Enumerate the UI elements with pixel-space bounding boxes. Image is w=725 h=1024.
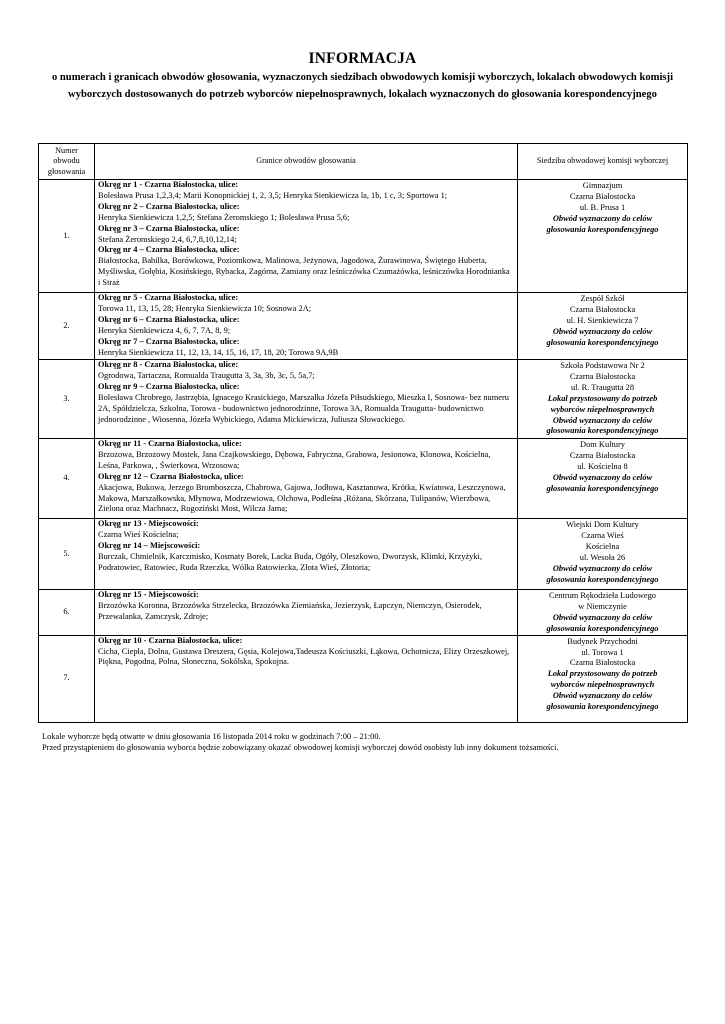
district-streets: Henryka Sienkiewicza 11, 12, 13, 14, 15, 16, 17, 18, 20; Torowa 9A,9B: [98, 347, 339, 357]
district-name: Okręg nr 13 - Miejscowości:: [98, 519, 199, 528]
seat-note: Lokal przystosowany do potrzeb: [547, 669, 658, 679]
seat-address-line: ul. R. Traugutta 28: [570, 382, 635, 392]
district-number: 6.: [39, 590, 95, 636]
seat-note: głosowania korespondencyjnego: [546, 483, 659, 493]
district-streets: Akacjowa, Bukowa, Jerzego Bromboszcza, Chabrowa, Gajowa, Jodłowa, Kasztanowa, Krótka, Kwiatowa, Leszczynowa, Makowa, Marszałkowska, Młynowa, Modrzewiowa, Olchowa, Podleśna ,Różana, Skórzana, Tulipanów, Wierzbowa, Zielona oraz Machnacz, Rogoziński Most, Wilcza Jama;: [98, 482, 506, 514]
district-boundaries: [95, 360, 518, 439]
seat-address-line: Budynek Przychodni: [567, 636, 638, 646]
page-title: INFORMACJA: [308, 50, 417, 67]
table-row: [39, 439, 688, 519]
district-name: Okręg nr 1 - Czarna Białostocka, ulice:: [98, 180, 239, 189]
header-boundaries: Granice obwodów głosowania: [95, 144, 518, 180]
seat-address-line: Gimnazjum: [582, 181, 623, 190]
district-name: Okręg nr 7 – Czarna Białostocka, ulice:: [98, 336, 240, 346]
seat-address-line: Czarna Białostocka: [569, 371, 636, 381]
seat-note: Obwód wyznaczony do celów: [552, 612, 653, 622]
seat-address-line: ul. B. Prusa 1: [579, 202, 626, 212]
district-name: Okręg nr 3 – Czarna Białostocka, ulice:: [98, 223, 240, 233]
seat-address-line: Szkoła Podstawowa Nr 2: [560, 361, 645, 370]
district-streets: Ogrodowa, Tartaczna, Romualda Traugutta 3, 3a, 3b, 3c, 5, 5a,7;: [98, 370, 315, 380]
district-name: Okręg nr 14 – Miejscowości:: [98, 540, 201, 550]
seat-address-line: Zespół Szkół: [580, 294, 625, 303]
district-number: 5.: [39, 519, 95, 590]
district-name: Okręg nr 10 - Czarna Białostocka, ulice:: [98, 635, 243, 645]
seat-address-line: w Niemczynie: [578, 601, 627, 611]
seat-note: wyborców niepełnosprawnych: [550, 404, 655, 414]
seat-address-line: Czarna Białostocka: [569, 450, 636, 460]
district-name: Okręg nr 8 - Czarna Białostocka, ulice:: [98, 360, 239, 369]
seat-address-line: Centrum Rękodzieła Ludowego: [549, 591, 656, 600]
district-boundaries: [95, 180, 518, 293]
district-streets: Bolesława Chrobrego, Jastrzębia, Ignacego Krasickiego, Marszałka Józefa Piłsudskiego, Mieszka I, Sosnowa- bez numeru 2A, Spółdzielcza, Szkolna, Torowa - budownictwo jednorodzinne, Torowa 3A, Romualda Traugutta- budownictwo jednorodzinne , Wiosenna, Józefa Wybickiego, Adama Mickiewicza, Juliusza Słowackiego.: [98, 392, 509, 424]
seat-address-line: ul. Kościelna 8: [577, 461, 628, 471]
seat-address-line: ul. Wesoła 26: [579, 552, 626, 562]
seat-note: głosowania korespondencyjnego: [546, 426, 659, 436]
district-name: Okręg nr 15 - Miejscowości:: [98, 590, 199, 599]
commission-seat: [518, 519, 688, 590]
seat-address-line: Czarna Białostocka: [569, 304, 636, 314]
seat-address-line: Wiejski Dom Kultury: [566, 520, 639, 529]
commission-seat: [518, 293, 688, 360]
seat-note: Obwód wyznaczony do celów: [552, 326, 653, 336]
district-streets: Bolesława Prusa 1,2,3,4; Marii Konopnickiej 1, 2, 3,5; Henryka Sienkiewicza la, 1b, 1 c, 3; Sportowa 1;: [98, 190, 448, 200]
seat-note: głosowania korespondencyjnego: [546, 623, 659, 633]
district-boundaries: [95, 635, 518, 722]
table-row: [39, 180, 688, 293]
district-number: 7.: [39, 635, 95, 722]
header-seat: Siedziba obwodowej komisji wyborczej: [518, 144, 688, 180]
district-name: Okręg nr 6 – Czarna Białostocka, ulice:: [98, 314, 240, 324]
district-number: 1.: [39, 180, 95, 293]
seat-note: Obwód wyznaczony do celów: [552, 563, 653, 573]
district-name: Okręg nr 12 – Czarna Białostocka, ulice:: [98, 471, 244, 481]
district-streets: Burczak, Chmielnik, Karczmisko, Kosmaty Borek, Lacka Buda, Ogóły, Oleszkowo, Dworzysk, Klimki, Krzyżyki, Podratowiec, Ratowiec, Ruda Rzeczka, Wólka Ratowiecka, Złota Wieś, Złotoria;: [98, 551, 482, 572]
seat-address-line: Kościelna: [585, 541, 620, 551]
seat-note: wyborców niepełnosprawnych: [550, 680, 655, 690]
table-row: [39, 519, 688, 590]
seat-note: głosowania korespondencyjnego: [546, 337, 659, 347]
table-row: [39, 293, 688, 360]
district-name: Okręg nr 5 - Czarna Białostocka, ulice:: [98, 293, 239, 302]
district-streets: Henryka Sienkiewicza 4, 6, 7, 7A, 8, 9;: [98, 325, 231, 335]
commission-seat: [518, 590, 688, 636]
table-body: [39, 180, 688, 723]
seat-address-line: Dom Kultury: [580, 440, 625, 449]
seat-note: Obwód wyznaczony do celów: [552, 213, 653, 223]
footer-line-id: Przed przystąpieniem do głosowania wyborca będzie zobowiązany okazać obwodowej komisji wyborczej dowód osobisty lub inny dokument tożsamości.: [42, 743, 559, 753]
seat-note: głosowania korespondencyjnego: [546, 574, 659, 584]
district-number: 2.: [39, 293, 95, 360]
commission-seat: [518, 360, 688, 439]
district-streets: Cicha, Ciepła, Dolna, Gustawa Dreszera, Gęsia, Kolejowa,Tadeusza Kościuszki, Łąkowa, Ochotnicza, Elizy Orzeszkowej, Piękna, Pogodna, Polna, Słoneczna, Sokólska, Spokojna.: [98, 646, 510, 667]
district-name: Okręg nr 4 – Czarna Białostocka, ulice:: [98, 245, 240, 255]
district-boundaries: [95, 519, 518, 590]
table-header-row: [39, 144, 688, 180]
district-streets: Henryka Sienkiewicza 1,2,5; Stefana Żeromskiego 1; Bolesława Prusa 5,6;: [98, 212, 350, 222]
table-row: [39, 360, 688, 439]
district-streets: Brzozówka Koronna, Brzozówka Strzelecka, Brzozówka Ziemiańska, Jezierzysk, Łapczyn, Niemczyn, Osierodek, Przewalanka, Zamczysk, Zdroje;: [98, 600, 482, 621]
page-subtitle: o numerach i granicach obwodów głosowania, wyznaczonych siedzibach obwodowych komisji wyborczych, lokalach obwodowych komisji wyborczych dostosowanych do potrzeb wyborców niepełnosprawnych, lokalach wyznaczonych do głosowania korespondencyjnego: [51, 72, 674, 100]
district-number: 4.: [39, 439, 95, 519]
district-name: Okręg nr 11 - Czarna Białostocka, ulice:: [98, 439, 242, 448]
commission-seat: [518, 439, 688, 519]
commission-seat: [518, 635, 688, 722]
seat-address-line: ul. Torowa 1: [581, 647, 624, 657]
district-name: Okręg nr 9 – Czarna Białostocka, ulice:: [98, 381, 240, 391]
seat-note: Obwód wyznaczony do celów: [552, 415, 653, 425]
district-streets: Stefana Żeromskiego 2,4, 6,7,8,10,12,14;: [98, 234, 237, 244]
seat-note: Obwód wyznaczony do celów: [552, 472, 653, 482]
seat-address-line: Czarna Białostocka: [569, 191, 636, 201]
seat-address-line: ul. H. Sienkiewicza 7: [566, 315, 639, 325]
district-boundaries: [95, 293, 518, 360]
districts-table: [38, 143, 688, 723]
district-boundaries: [95, 439, 518, 519]
district-streets: Czarna Wieś Kościelna;: [98, 529, 179, 539]
footer-notes: [42, 731, 682, 754]
seat-address-line: Czarna Wieś: [581, 530, 624, 540]
district-name: Okręg nr 2 – Czarna Białostocka, ulice:: [98, 201, 240, 211]
footer-line-hours: Lokale wyborcze będą otwarte w dniu głosowania 16 listopada 2014 roku w godzinach 7:00 – 21:00.: [42, 732, 381, 741]
district-streets: Torowa 11, 13, 15, 28; Henryka Sienkiewicza 10; Sosnowa 2A;: [98, 303, 312, 313]
commission-seat: [518, 180, 688, 293]
table-row: [39, 635, 688, 722]
seat-note: Obwód wyznaczony do celów: [552, 691, 653, 701]
header-number: Numer obwodu głosowania: [39, 144, 95, 180]
district-number: 3.: [39, 360, 95, 439]
district-streets: Białostocka, Babilka, Borówkowa, Poziomkowa, Malinowa, Jeżynowa, Jagodowa, Żurawinowa, Świętego Huberta, Myśliwska, Gołębia, Kosińskiego, Rybacka, Zagórna, Zamiany oraz leśniczówka Czumażówka, leśniczówka Horodnianka i Straż: [98, 256, 510, 288]
district-streets: Brzozowa, Brzozowy Mostek, Jana Czajkowskiego, Dębowa, Fabryczna, Grabowa, Jesionowa, Klonowa, Kościelna, Leśna, Parkowa, , Świerkowa, Wrzosowa;: [98, 449, 491, 470]
district-boundaries: [95, 590, 518, 636]
seat-note: głosowania korespondencyjnego: [546, 702, 659, 712]
table-row: [39, 590, 688, 636]
seat-note: Lokal przystosowany do potrzeb: [547, 393, 658, 403]
seat-note: głosowania korespondencyjnego: [546, 224, 659, 234]
seat-address-line: Czarna Białostocka: [569, 658, 636, 668]
